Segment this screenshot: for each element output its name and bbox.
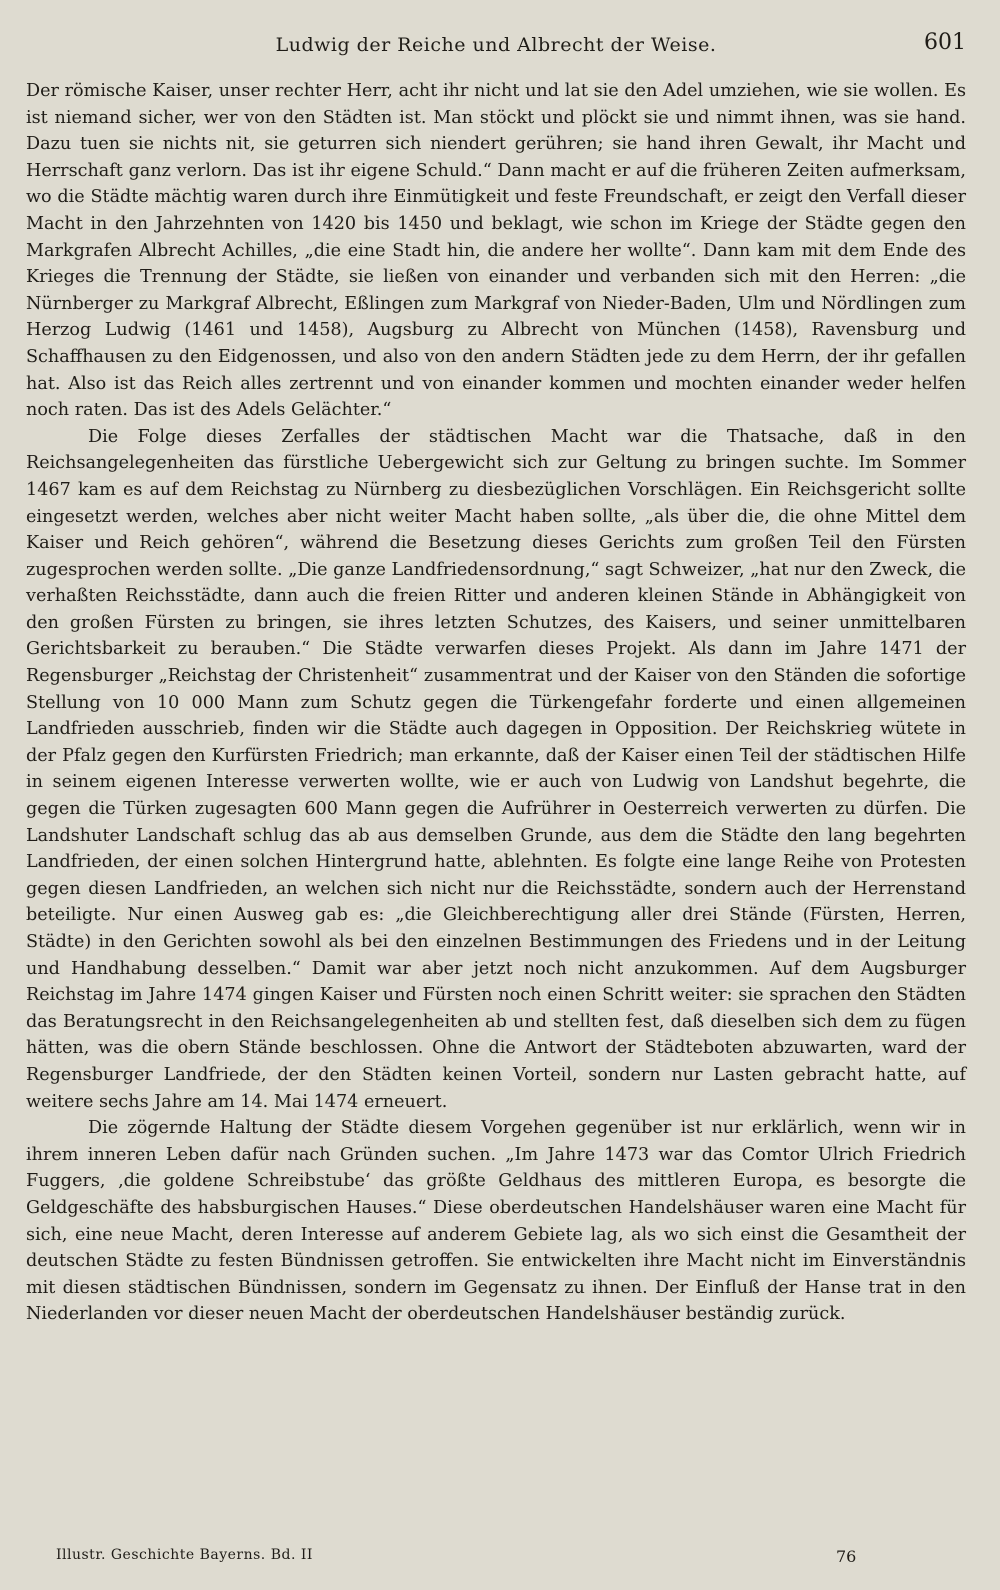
signature-mark: 76 — [836, 1547, 857, 1566]
page-header — [26, 30, 966, 70]
paragraph-reichstag: Die Folge dieses Zerfalles der städtischen Macht war die Thatsache, daß in den Reichsangelegenheiten das fürstliche Uebergewicht sich zur Geltung zu bringen suchte. Im Sommer 1467 kam es auf dem Reichstag zu Nürnberg zu diesbezüglichen Vorschlägen. Ein Reichsgericht sollte eingesetzt werden, welches aber nicht weiter Macht haben sollte, „als über die, die ohne Mittel dem Kaiser und Reich gehören“, während die Besetzung dieses Gerichts zum großen Teil den Fürsten zugesprochen werden sollte. „Die ganze Landfriedensordnung,“ sagt Schweizer, „hat nur den Zweck, die verhaßten Reichsstädte, dann auch die freien Ritter und anderen kleinen Stände in Abhängigkeit von den großen Fürsten zu bringen, sie ihres letzten Schutzes, des Kaisers, und seiner unmittelbaren Gerichtsbarkeit zu berauben.“ Die Städte verwarfen dieses Projekt. Als dann im Jahre 1471 der Regensburger „Reichstag der Christenheit“ zusammentrat und der Kaiser von den Ständen die sofortige Stellung von 10 000 Mann zum Schutz gegen die Türkengefahr forderte und einen allgemeinen Landfrieden ausschrieb, finden wir die Städte auch dagegen in Opposition. Der Reichskrieg wütete in der Pfalz gegen den Kurfürsten Friedrich; man erkannte, daß der Kaiser einen Teil der städtischen Hilfe in seinem eigenen Interesse verwerten wollte, wie er auch von Ludwig von Landshut begehrte, die gegen die Türken zugesagten 600 Mann gegen die Aufrührer in Oesterreich verwerten zu dürfen. Die Landshuter Landschaft schlug das ab aus demselben Grunde, aus dem die Städte den lang begehrten Landfrieden, der einen solchen Hintergrund hatte, ablehnten. Es folgte eine lange Reihe von Protesten gegen diesen Landfrieden, an welchen sich nicht nur die Reichsstädte, sondern auch der Herrenstand beteiligte. Nur einen Ausweg gab es: „die Gleichberechtigung aller drei Stände (Fürsten, Herren, Städte) in den Gerichten sowohl als bei den einzelnen Bestimmungen des Friedens und in der Leitung und Handhabung desselben.“ Damit war aber jetzt noch nicht anzukommen. Auf dem Augsburger Reichstag im Jahre 1474 gingen Kaiser und Fürsten noch einen Schritt weiter: sie sprachen den Städten das Beratungsrecht in den Reichsangelegenheiten ab und stellten fest, daß dieselben sich dem zu fügen hätten, was die obern Stände beschlossen. Ohne die Antwort der Städteboten abzuwarten, ward der Regensburger Landfriede, der den Städten keinen Vorteil, sondern nur Lasten gebracht hatte, auf weitere sechs Jahre am 14. Mai 1474 erneuert. — [26, 426, 966, 1112]
body-text — [26, 78, 966, 1328]
footer-imprint: Illustr. Geschichte Bayerns. Bd. II — [56, 1547, 313, 1563]
paragraph-handelshaeuser: Die zögernde Haltung der Städte diesem Vorgehen gegenüber ist nur erklärlich, wenn wir in ihrem inneren Leben dafür nach Gründen suchen. „Im Jahre 1473 war das Comtor Ulrich Friedrich Fuggers, ‚die goldene Schreibstube‘ das größte Geldhaus des mittleren Europa, es besorgte die Geldgeschäfte des habsburgischen Hauses.“ Diese oberdeutschen Handelshäuser waren eine Macht für sich, eine neue Macht, deren Interesse auf anderem Gebiete lag, als wo sich einst die Gesamtheit der deutschen Städte zu festen Bündnissen getroffen. Sie entwickelten ihre Macht nicht im Einverständnis mit diesen städtischen Bündnissen, sondern im Gegensatz zu ihnen. Der Einfluß der Hanse trat in den Niederlanden vor dieser neuen Macht der oberdeutschen Handelshäuser beständig zurück. — [26, 1118, 966, 1325]
running-title: Ludwig der Reiche und Albrecht der Weise. — [275, 34, 717, 56]
page-number: 601 — [924, 30, 966, 55]
page-footer — [56, 1547, 966, 1571]
paragraph-quote-continuation: Der römische Kaiser, unser rechter Herr, acht ihr nicht und lat sie den Adel umziehen, wie sie wollen. Es ist niemand sicher, wer von den Städten ist. Man stöckt und plöckt sie und nimmt ihnen, was sie hand. Dazu tuen sie nichts nit, sie geturren sich niendert gerühren; sie hand ihren Gewalt, ihr Macht und Herrschaft ganz verlorn. Das ist ihr eigene Schuld.“ Dann macht er auf die früheren Zeiten aufmerksam, wo die Städte mächtig waren durch ihre Einmütigkeit und feste Freundschaft, er zeigt den Verfall dieser Macht in den Jahrzehnten von 1420 bis 1450 und beklagt, wie schon im Kriege der Städte gegen den Markgrafen Albrecht Achilles, „die eine Stadt hin, die andere her wollte“. Dann kam mit dem Ende des Krieges die Trennung der Städte, sie ließen von einander und verbanden sich mit den Herren: „die Nürnberger zu Markgraf Albrecht, Eßlingen zum Markgraf von Nieder-Baden, Ulm und Nördlingen zum Herzog Ludwig (1461 und 1458), Augsburg zu Albrecht von München (1458), Ravensburg und Schaffhausen zu den Eidgenossen, und also von den andern Städten jede zu dem Herrn, der ihr gefallen hat. Also ist das Reich alles zertrennt und von einander kommen und mochten einander weder helfen noch raten. Das ist des Adels Gelächter.“ — [26, 81, 966, 421]
